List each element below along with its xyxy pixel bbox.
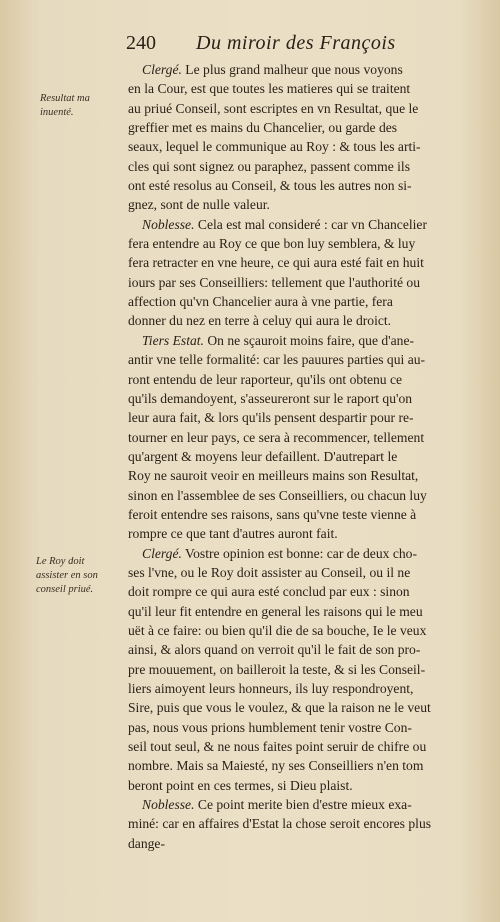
text-line <box>128 582 488 601</box>
text-line <box>128 466 488 485</box>
text-line <box>128 679 488 698</box>
line-text: greffier met es mains du Chancelier, ou garde des <box>128 120 398 136</box>
text-line <box>128 544 488 563</box>
line-text: dange- <box>128 835 165 851</box>
text-line <box>128 640 488 659</box>
text-line <box>128 137 488 156</box>
speaker-label: Noblesse. <box>142 216 195 232</box>
text-line <box>128 99 488 118</box>
line-text: feroit entendre ses raisons, sans qu'vne teste vienne à <box>128 506 417 522</box>
page-number: 240 <box>126 32 156 54</box>
text-line <box>128 331 488 350</box>
text-line <box>128 563 488 582</box>
text-line <box>128 195 488 214</box>
speaker-label: Clergé. <box>142 545 182 561</box>
text-line <box>128 176 488 195</box>
line-text: qu'argent & moyens leur defaillent. D'autrepart le <box>128 448 398 464</box>
line-text: fera retracter en vne heure, ce qui aura esté fait en huit <box>128 255 424 271</box>
line-text: Vostre opinion est bonne: car de deux cho- <box>181 545 417 561</box>
text-line <box>128 60 488 79</box>
line-text: cles qui sont signez ou paraphez, passent comme ils <box>128 158 410 174</box>
line-text: au priué Conseil, sont escriptes en vn Resultat, que le <box>128 100 419 116</box>
text-line <box>128 428 488 447</box>
line-text: pre mouuement, on bailleroit la teste, & si les Conseil- <box>128 661 426 677</box>
text-line <box>128 602 488 621</box>
line-text: ont esté resolus au Conseil, & tous les autres non si- <box>128 178 412 194</box>
line-text: Sire, puis que vous le voulez, & que la raison ne le veut <box>128 700 431 716</box>
line-text: donner du nez en terre à celuy qui aura le droict. <box>128 313 392 329</box>
margin-note-line: conseil priué. <box>36 584 94 595</box>
page-header <box>126 32 480 55</box>
line-text: fera entendre au Roy ce que bon luy semblera, & luy <box>128 236 416 252</box>
line-text: tourner en leur pays, ce sera à recommencer, tellement <box>128 429 425 445</box>
line-text: seaux, lequel le communique au Roy : & tous les arti- <box>128 139 421 155</box>
text-line <box>128 253 488 272</box>
text-line <box>128 234 488 253</box>
text-line <box>128 447 488 466</box>
margin-note-line: inuenté. <box>40 107 74 118</box>
line-text: ses l'vne, ou le Roy doit assister au Conseil, ou il ne <box>128 564 411 580</box>
speaker-label: Clergé. <box>142 62 182 77</box>
line-text: qu'ils demandoyent, s'asseureront sur le raport qu'on <box>128 390 413 406</box>
running-title: Du miroir des François <box>196 32 396 54</box>
text-line <box>128 834 488 853</box>
line-text: seil tout seul, & ne nous faites point seruir de chifre ou <box>128 739 427 755</box>
text-line <box>128 408 488 427</box>
line-text: doit rompre ce qui aura esté conclud par eux : sinon <box>128 584 410 600</box>
text-line <box>128 292 488 311</box>
line-text: rompre ce que tant d'autres auront fait. <box>128 526 338 542</box>
line-text: nombre. Mais sa Maiesté, ny ses Conseilliers n'en tom <box>128 758 424 774</box>
line-text: Le plus grand malheur que nous voyons <box>181 62 403 77</box>
line-text: On ne sçauroit moins faire, que d'ane- <box>203 332 415 348</box>
text-line <box>128 389 488 408</box>
line-text: leur aura fait, & lors qu'ils pensent despartir pour re- <box>128 410 414 426</box>
margin-note <box>40 92 90 120</box>
text-line <box>128 621 488 640</box>
line-text: iours par ses Conseilliers: tellement que l'authorité ou <box>128 274 421 290</box>
text-line <box>128 718 488 737</box>
line-text: sinon en l'assemblee de ses Conseilliers, ou chacun luy <box>128 487 427 503</box>
text-line <box>128 118 488 137</box>
line-text: gnez, sont de nulle valeur. <box>128 197 270 213</box>
line-text: en la Cour, est que toutes les matieres qui se traitent <box>128 81 411 97</box>
line-text: antir vne telle formalité: car les pauures parties qui au- <box>128 352 426 368</box>
text-line <box>128 79 488 98</box>
line-text: Ce point merite bien d'estre mieux exa- <box>194 797 412 813</box>
speaker-label: Tiers Estat. <box>142 332 204 348</box>
text-line <box>128 215 488 234</box>
text-line <box>128 737 488 756</box>
line-text: Roy ne sauroit veoir en meilleurs mains son Resultat, <box>128 468 419 484</box>
line-text: ront entendu de leur raporteur, qu'ils ont obtenu ce <box>128 371 403 387</box>
line-text: liers aimoyent leurs honneurs, ils luy respondroyent, <box>128 681 414 696</box>
margin-note-line: Le Roy doit <box>36 556 85 567</box>
line-text: affection qu'vn Chancelier aura à vne partie, fera <box>128 294 393 310</box>
text-line <box>128 795 488 814</box>
margin-note-line: assister en son <box>36 570 98 581</box>
text-line <box>128 756 488 775</box>
text-line <box>128 370 488 389</box>
speaker-label: Noblesse. <box>142 797 195 813</box>
text-line <box>128 505 488 524</box>
text-line <box>128 311 488 330</box>
text-line <box>128 273 488 292</box>
text-line <box>128 660 488 679</box>
text-line <box>128 157 488 176</box>
line-text: qu'il leur fit entendre en general les raisons qui le meu <box>128 603 423 619</box>
text-line <box>128 524 488 543</box>
line-text: Cela est mal consideré : car vn Chancelier <box>194 216 427 232</box>
text-line <box>128 698 488 717</box>
line-text: beront point en ces termes, si Dieu plaist. <box>128 777 353 793</box>
margin-note-line: Resultat ma <box>40 93 90 104</box>
text-line <box>128 486 488 505</box>
text-line <box>128 776 488 795</box>
line-text: pas, nous vous prions humblement tenir vostre Con- <box>128 719 412 735</box>
line-text: uët à ce faire: ou bien qu'il die de sa bouche, Ie le veux <box>128 622 427 638</box>
body-text <box>128 60 488 853</box>
line-text: miné: car en affaires d'Estat la chose seroit encores plus <box>128 816 432 832</box>
line-text: ainsi, & alors quand on verroit qu'il le fait de son pro- <box>128 642 421 658</box>
margin-note <box>36 555 98 597</box>
text-line <box>128 814 488 833</box>
text-line <box>128 350 488 369</box>
